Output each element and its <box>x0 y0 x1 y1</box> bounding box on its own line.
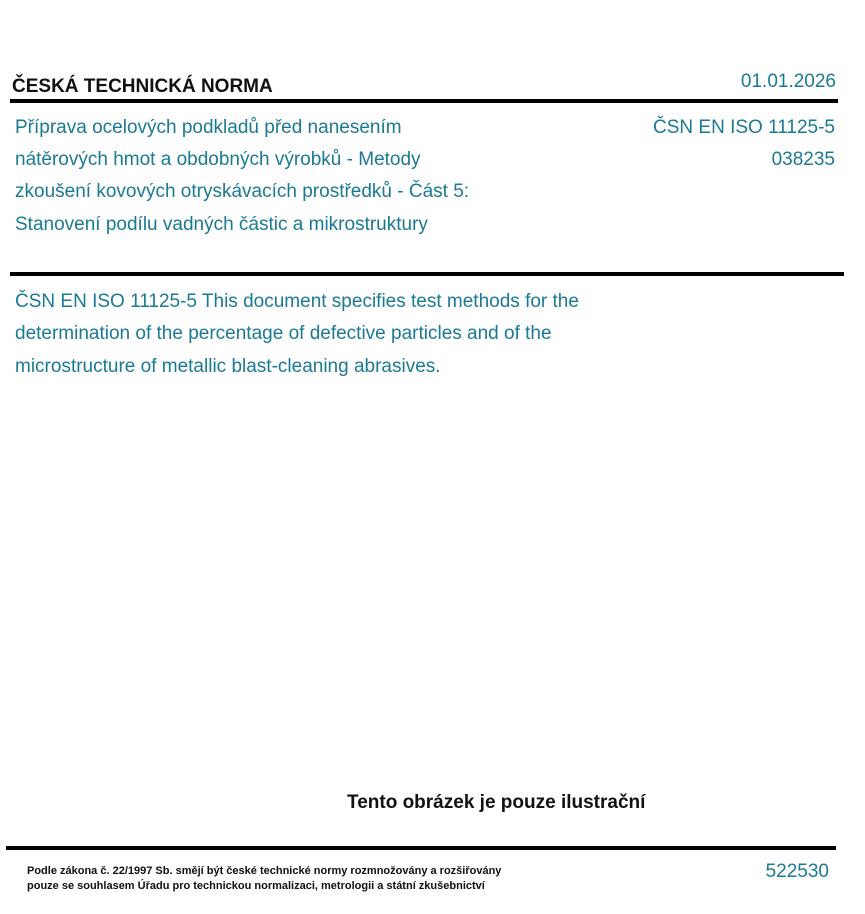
standard-title: Příprava ocelových podkladů před nanesením nátěrových hmot a obdobných výrobků - Metody zkoušení kovových otryskávacích prostředků - Část 5: Stanovení podílu vadných částic a mikrostruktury <box>15 117 470 235</box>
class-number: 038235 <box>771 149 835 171</box>
standard-description: ČSN EN ISO 11125-5 This document specifies test methods for the determination of the percentage of defective particles and of the microstructure of metallic blast-cleaning abrasives. <box>15 291 579 377</box>
norm-heading: ČESKÁ TECHNICKÁ NORMA <box>12 76 273 97</box>
illustration-note: Tento obrázek je pouze ilustrační <box>347 792 646 813</box>
bottom-divider <box>6 846 836 850</box>
standard-code: ČSN EN ISO 11125-5 <box>653 117 835 138</box>
publication-date: 01.01.2026 <box>740 71 836 92</box>
legal-notice <box>27 864 501 894</box>
standard-code-block <box>653 112 835 176</box>
top-divider <box>10 99 838 103</box>
middle-divider <box>10 272 844 276</box>
legal-notice-line-2: pouze se souhlasem Úřadu pro technickou normalizaci, metrologii a státní zkušebnictví <box>27 880 485 892</box>
document-number: 522530 <box>765 861 829 882</box>
legal-notice-line-1: Podle zákona č. 22/1997 Sb. smějí být české technické normy rozmnožovány a rozšiřovány <box>27 865 502 877</box>
